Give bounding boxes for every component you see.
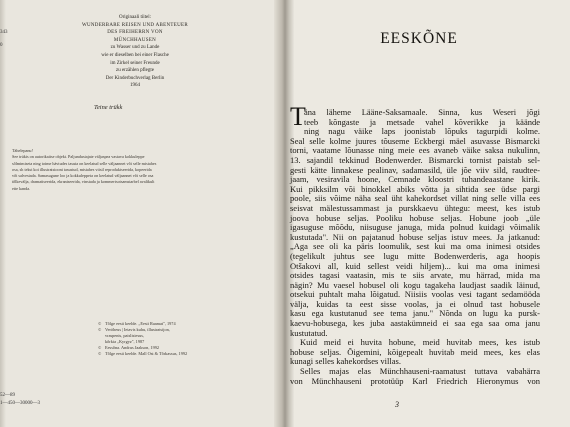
text-line: välja, kuidas ta eest sisse voolas, ja ei olnud tast hobusele [290, 298, 540, 309]
original-title-line: zu Wasser und zu Lande [110, 45, 160, 51]
text-line: otsides tagasi vaatasin, mis te siis arvate, mu härrad, mida ma [290, 270, 540, 281]
cut-off-text: 1—450—30000—3 [0, 401, 40, 406]
original-title-line: zu erzählen pflegte [115, 68, 155, 74]
original-title-heading: Originaali tiitel: [118, 15, 152, 20]
notice-line: Tähelepanu! [12, 148, 33, 153]
text-line: seisvat mälestussammast ja purskkaevu ühtegu: meest, kes istub [290, 202, 540, 213]
publisher: Der Kinderbuchverlag Berlin [105, 75, 165, 81]
text-line: äna läheme Lääne-Saksamaale. Sinna, kus Weseri jõgi [304, 107, 540, 117]
text-line: Otšakovi all, kuid sellest veidi hiljem)... kui ma oma inimesi [290, 260, 540, 271]
text-line: torni, vaatame lõunasse ning meie ees avaneb väike saksa nukulinn, [290, 145, 540, 156]
text-line: kustutada". Nii on pajatanud hobuse seljas istuv mees. Ja jatkanud: [290, 231, 540, 242]
cut-off-text: 0 [0, 43, 3, 48]
notice-line: tõlkevälja, dramatiseerida, ekraniseerida, vinstada ja kommertsotsamstarbel avalikult [12, 179, 155, 185]
notice-line: ette kanda. [12, 185, 31, 191]
publish-year: 1964 [130, 83, 140, 89]
text-line: hobuse seljas. Õigemini, kõigepealt huvitab meid mees, kes elas [290, 346, 540, 357]
text-line: kasu ega kustutanud see tema janu." Nõnda on lugu ka pursk- [290, 308, 540, 319]
notice-line: osa, sh tekst koi illustratsiooni tasustud, mistahes viisil reproduktseerida, kopeerida [12, 166, 152, 172]
text-line: ning nagu väike laps joonistab lõpuks tagurpidi kolme. [304, 126, 540, 137]
notice-line: See trükis on autorikaitse objekt. Paljundustajate väljaspea vastava kokkuleppe [12, 154, 145, 160]
text-line: Kuid meid ei huvita hobune, meid huvitab mees, kes istub [300, 337, 540, 348]
copyright-symbol: © [98, 345, 102, 351]
text-line: joova hobuse seljas. Pooliku hobuse seljas. Hobune joob „üle [290, 212, 540, 223]
text-line: kunagi selles kahekordses villas. [290, 356, 401, 367]
notice-line: sõlmimiseta ning toime hävtudes tasuta on keelatud selle väljaannet või selle mistahes [12, 160, 157, 166]
text-line: nägin? Mu vaesel hobusel oli kogu tagakeha laudjast saadik läinud, [290, 279, 540, 290]
original-title-block [40, 14, 230, 90]
original-title-line: MÜNCHHAUSEN [113, 37, 157, 43]
text-line: igasuguse mõõdu, niisuguse januga, mida polnud kuidagi võimalik [290, 222, 540, 233]
text-line: kaevu-hobusega, kes juba aastakümneid ei saa ega saa oma janu [290, 318, 540, 329]
copyright-notice [12, 148, 240, 192]
text-line: Seal selle kolme juures tõuseme Eckbergi mäel asuvasse Bismarcki [290, 135, 540, 146]
text-line: kustutatud. [290, 327, 328, 338]
text-line: jaam, vesiravila hoone, Cemnade kloostri tuhandeaastane kirik. [290, 174, 540, 185]
copyright-symbol: © [98, 327, 102, 333]
copyright-line: Tõlge eesti keelde. Mall Ost & Tõrkassus, 1992 [105, 351, 188, 357]
text-line: 13. sajandil tekkinud Bodenwerder. Bismarcki tornist paistab sel- [290, 154, 540, 165]
copyright-symbol: © [98, 321, 102, 326]
left-page-edge [0, 0, 6, 427]
page-number: 3 [395, 400, 399, 409]
text-line: otsekui puhtalt maha lõigatud. Niisiis voolas vesi tagant sedamööda [290, 289, 540, 300]
original-title-line: wie er dieselben bei einer Flasche [101, 52, 169, 58]
notice-line: või salvestada. Samasugune loo ja kokkuleppeta on keelatud väljaannet või selle osa [12, 173, 154, 179]
text-line: von Münchhauseni prototüüp Karl Friedrich Hieronymus von [290, 375, 540, 386]
copyright-line: Eessõna. Andrus Jaakson, 1992 [105, 345, 160, 351]
copyright-line: Tõlge eesti keelde. „Eesti Raamat", 1974 [105, 321, 176, 326]
original-title-line: DES FREIHERRN VON [107, 30, 163, 36]
cut-off-text: 52—89 [0, 393, 15, 398]
body-text [290, 102, 540, 386]
copyright-symbol: © [98, 351, 102, 357]
text-line: „Aga see oli ka päris loomulik, sest kui ma oma inimesi otsides [290, 241, 540, 252]
text-line: (tegelikult juhtus see lugu mitte Bodenwerderis, aga hoopis [290, 250, 540, 261]
text-line: poole, siis võime näha seal üht kahekordset villat ning selle villa ees [290, 193, 540, 204]
text-line: gesti kätte linnakese pealinav, sadamasild, üle jõe viiv sild, raudtee- [290, 164, 540, 175]
drop-cap: T [290, 102, 306, 131]
cut-off-text: 343 [0, 30, 8, 35]
text-line: teeb kõngaste ja metsade vahel kõverikke ja käände [304, 116, 540, 127]
text-line: Selles majas elas Münchhauseni-raamatust tuttava vabahärra [300, 366, 540, 377]
copyright-line: Veröheus | Ietavis kuhu, illustratsijon, [105, 327, 170, 333]
original-title-line: im Zirkel seiner Freunde [110, 60, 160, 66]
copyright-line: kõrkia „Kyrgyz", 1987 [105, 339, 145, 345]
edition-label: Teine trükk [94, 104, 123, 111]
copyright-list [98, 321, 268, 358]
original-title-line: WUNDERBARE REISEN UND ABENTEUER [81, 22, 189, 28]
copyright-line: vraspenis, paislisiesus, [105, 333, 145, 339]
text-line: Kui pikksilm või binokkel abiks võtta ja sihtida see üdse pargi [290, 183, 540, 194]
chapter-title: EESKÕNE [380, 30, 458, 47]
